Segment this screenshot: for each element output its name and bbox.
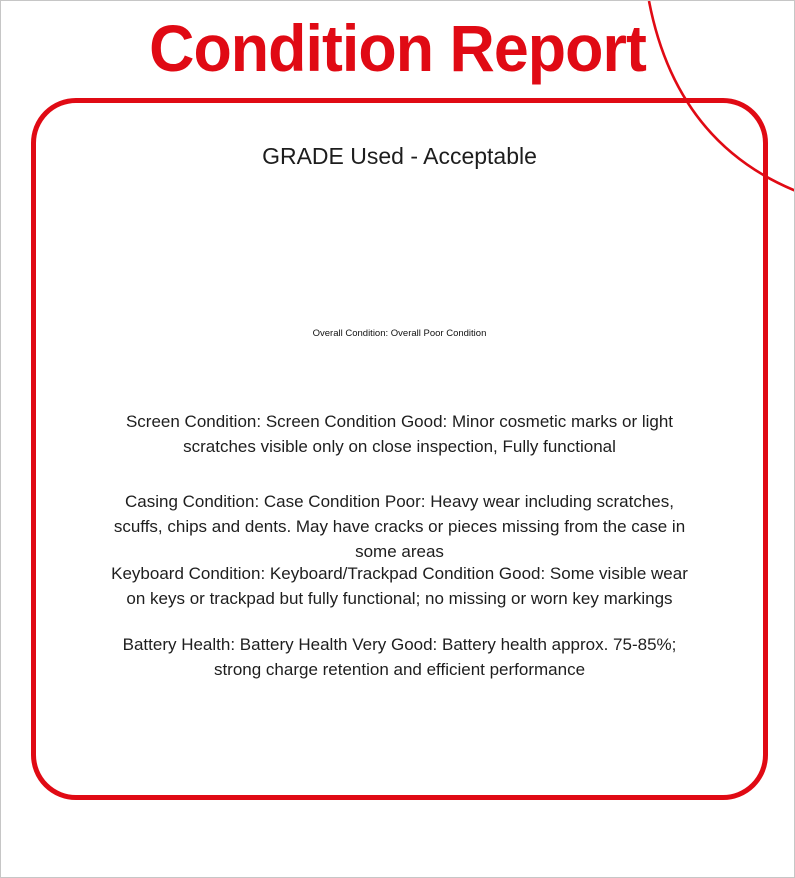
text-line: scratches visible only on close inspection, Fully functional	[183, 437, 616, 456]
text-line: Screen Condition: Screen Condition Good: Minor cosmetic marks or light	[125, 412, 674, 431]
text-line: Battery Health: Battery Health Very Good: Battery health approx. 75-85%;	[122, 635, 677, 654]
text-line: scuffs, chips and dents. May have cracks or pieces missing from the case in	[113, 517, 686, 536]
keyboard-condition-paragraph	[36, 561, 763, 611]
page-title: Condition Report	[149, 11, 646, 85]
text-line: on keys or trackpad but fully functional; no missing or worn key markings	[126, 589, 673, 608]
text-line: strong charge retention and efficient performance	[213, 660, 586, 679]
text-line: some areas	[355, 542, 444, 561]
text-line: Casing Condition: Case Condition Poor: Heavy wear including scratches,	[124, 492, 674, 511]
grade-heading: GRADE Used - Acceptable	[262, 143, 537, 169]
report-card-border	[31, 98, 768, 800]
screen-condition-paragraph	[36, 409, 763, 459]
battery-health-paragraph	[36, 632, 763, 682]
text-line: Keyboard Condition: Keyboard/Trackpad Condition Good: Some visible wear	[111, 564, 688, 583]
casing-condition-paragraph	[36, 489, 763, 564]
overall-condition-text: Overall Condition: Overall Poor Condition	[312, 328, 487, 339]
